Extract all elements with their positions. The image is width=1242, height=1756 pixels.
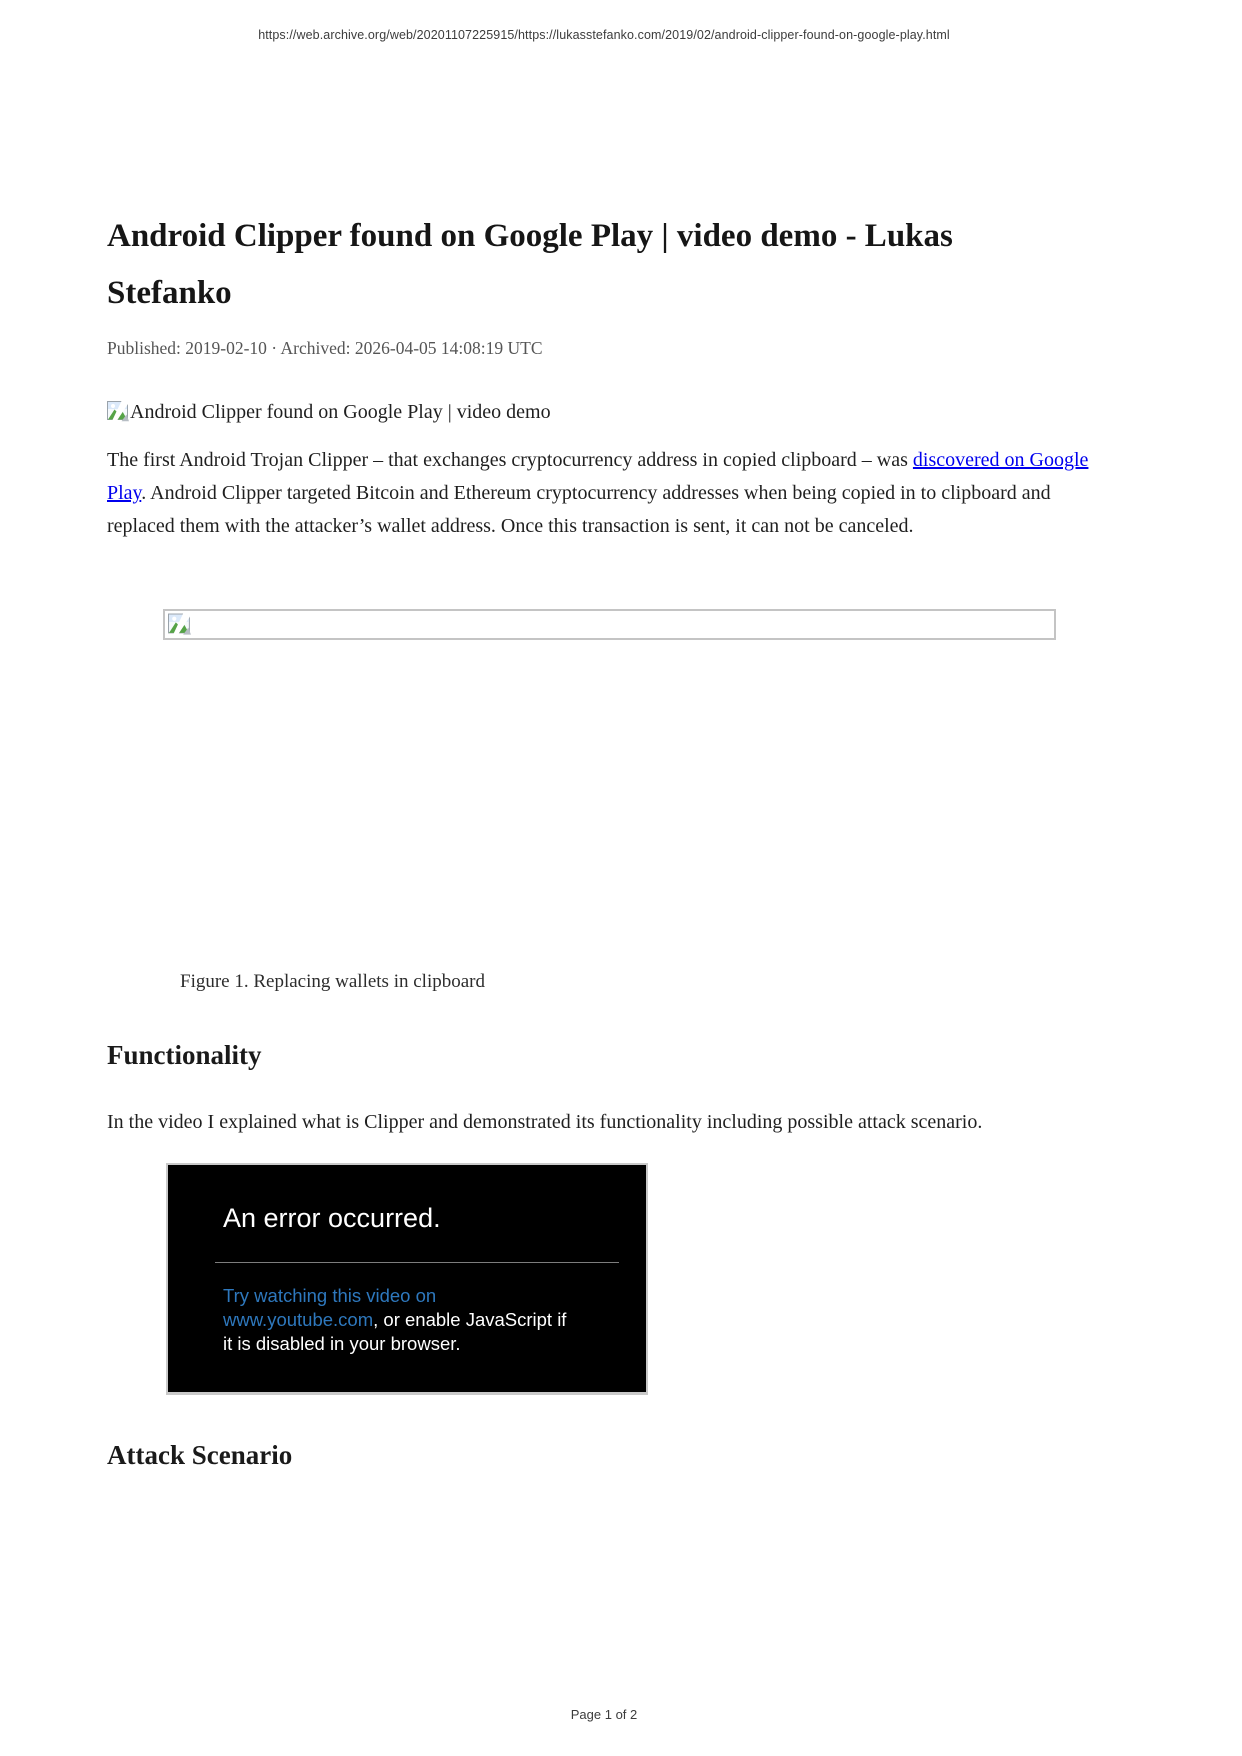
youtube-watch-link[interactable]: Try watching this video on [223, 1285, 437, 1306]
google-play-link[interactable]: discovered on Google Play [107, 449, 1089, 504]
figure1-broken-image-placeholder [163, 609, 1056, 640]
intro-text-before-link: The first Android Trojan Clipper – that exchanges cryptocurrency address in copied clipboard – was [107, 449, 913, 471]
hero-image-alt-text: Android Clipper found on Google Play | video demo [130, 401, 551, 423]
youtube-domain-link[interactable]: www.youtube.com [223, 1309, 374, 1330]
article-title: Android Clipper found on Google Play | video demo - Lukas Stefanko [107, 218, 953, 311]
broken-image-icon [168, 613, 192, 636]
page-number-footer: Page 1 of 2 [570, 1707, 638, 1722]
video-error-title: An error occurred. [223, 1203, 441, 1233]
broken-image-icon [107, 401, 130, 422]
video-error-message [223, 1284, 593, 1356]
functionality-paragraph: In the video I explained what is Clipper and demonstrated its functionality including possible attack scenario. [107, 1111, 983, 1133]
intro-text-after-link: . Android Clipper targeted Bitcoin and Ethereum cryptocurrency addresses when being copied in to clipboard and replaced them with the attacker’s wallet address. Once this transaction is sent, it can not be canceled. [107, 482, 1051, 537]
section-heading-attack-scenario: Attack Scenario [107, 1440, 293, 1470]
hero-broken-image [107, 398, 551, 426]
video-error-divider [215, 1262, 619, 1263]
video-error-text-line3: it is disabled in your browser. [223, 1333, 461, 1354]
youtube-embed-error-box [166, 1163, 648, 1395]
figure1-caption: Figure 1. Replacing wallets in clipboard [180, 971, 485, 992]
archive-url-header: https://web.archive.org/web/20201107225915/https://lukasstefanko.com/2019/02/android-clipper-found-on-google-play.html [258, 28, 950, 42]
section-heading-functionality: Functionality [107, 1040, 262, 1070]
intro-paragraph [107, 444, 1117, 543]
video-error-text-line2: , or enable JavaScript if [373, 1309, 567, 1330]
publish-archive-meta: Published: 2019-02-10 · Archived: 2026-04-05 14:08:19 UTC [107, 338, 543, 358]
